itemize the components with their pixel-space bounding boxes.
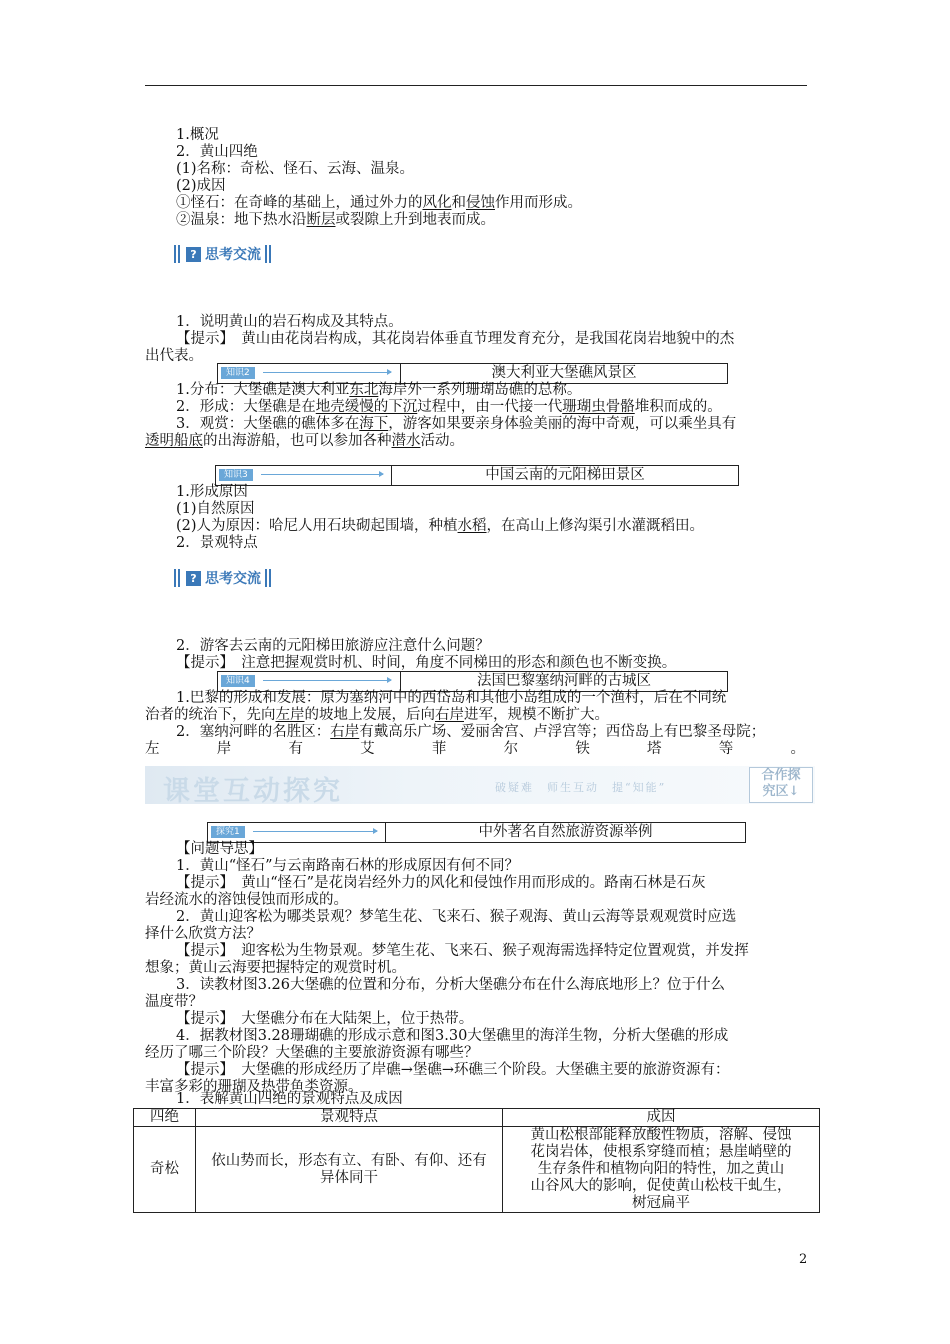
think-exchange-header: ? 思考交流 bbox=[174, 244, 273, 264]
explore-q1: 1．黄山“怪石”与云南路南石林的形成原因有何不同？ bbox=[176, 858, 520, 874]
explore-q3-line-2: 温度带？ bbox=[145, 994, 203, 1010]
table-header-row bbox=[134, 1109, 820, 1127]
explore-a4-line-1: 【提示】 大堡礁的形成经历了岸礁→堡礁→环礁三个阶段。大堡礁主要的旅游资源有： bbox=[176, 1062, 730, 1078]
paris-line-1: 1.巴黎的形成和发展：原为塞纳河中的西岱岛和其他小岛组成的一个渔村，后在不同统 bbox=[176, 690, 727, 706]
think-exchange-header: ? 思考交流 bbox=[174, 568, 273, 588]
header-cell: 四绝 bbox=[134, 1109, 196, 1127]
page-number: 2 bbox=[799, 1252, 808, 1267]
explore-a3: 【提示】 大堡礁分布在大陆架上，位于热带。 bbox=[176, 1011, 474, 1027]
hint-1-line-2: 出代表。 bbox=[145, 348, 203, 364]
explore-a2-line-1: 【提示】 迎客松为生物景观。梦笔生花、飞来石、猴子观海需选择特定位置观赏，并发挥 bbox=[176, 943, 749, 959]
reef-formation: 2．形成：大堡礁是在地壳缓慢的下沉过程中，由一代接一代珊瑚虫骨骼堆积而成的。 bbox=[176, 399, 722, 415]
cause-heading: (2)成因 bbox=[176, 178, 226, 194]
table-title: 1．表解黄山四绝的景观特点及成因 bbox=[176, 1091, 403, 1107]
header-cell: 成因 bbox=[503, 1109, 820, 1127]
terrace-human-cause: (2)人为原因：哈尼人用石块砌起围墙，种植水稻，在高山上修沟渠引水灌溉稻田。 bbox=[176, 518, 705, 534]
knowledge-tag: 知识4 bbox=[221, 675, 255, 687]
hint-1-line-1: 【提示】 黄山由花岗岩构成，其花岗岩体垂直节理发育充分，是我国花岗岩地貌中的杰 bbox=[176, 331, 735, 347]
header-cell: 景观特点 bbox=[196, 1109, 503, 1127]
table-row bbox=[134, 1127, 820, 1213]
classroom-explore-banner bbox=[145, 766, 815, 807]
knowledge-4-header bbox=[217, 671, 728, 692]
terrace-cause-heading: 1.形成原因 bbox=[176, 484, 248, 500]
question-icon: ? bbox=[186, 247, 201, 262]
row-cause-cell: 黄山松根部能释放酸性物质，溶解、侵蚀 花岗岩体，使根系穿缝而植；悬崖峭壁的 生存条件和植物向阳的特性，加之黄山 山谷风大的影响，促使黄山松枝干虬生， 树冠扁平 bbox=[503, 1127, 820, 1213]
banner-subtitle: 破疑难 师生互动 提“知能” bbox=[495, 781, 667, 794]
paris-line-4: 左 岸 有 艾 菲 尔 铁 塔 等 。 bbox=[145, 741, 805, 757]
reef-distribution: 1.分布：大堡礁是澳大利亚东北海岸外一系列珊瑚岛礁的总称。 bbox=[176, 382, 582, 398]
row-name-cell: 奇松 bbox=[134, 1127, 196, 1213]
row-feature-cell: 依山势而长，形态有立、有卧、有仰、还有 异体同干 bbox=[196, 1127, 503, 1213]
paris-line-3: 2．塞纳河畔的名胜区：右岸有戴高乐广场、爱丽舍宫、卢浮宫等；西岱岛上有巴黎圣母院； bbox=[176, 724, 766, 740]
explore-tag: 探究1 bbox=[211, 826, 245, 838]
terrace-features-heading: 2．景观特点 bbox=[176, 535, 258, 551]
explore-q4-line-1: 4．据教材图3.28珊瑚礁的形成示意和图3.30大堡礁里的海洋生物，分析大堡礁的形成 bbox=[176, 1028, 729, 1044]
spring-cause-line: ②温泉：地下热水沿断层或裂隙上升到地表而成。 bbox=[176, 212, 495, 228]
rock-cause-line: ①怪石：在奇峰的基础上，通过外力的风化和侵蚀作用而形成。 bbox=[176, 195, 582, 211]
knowledge-tag: 知识2 bbox=[221, 367, 255, 379]
question-1: 1．说明黄山的岩石构成及其特点。 bbox=[176, 314, 403, 330]
knowledge-2-header bbox=[217, 363, 728, 384]
outline-item-2: 2．黄山四绝 bbox=[176, 144, 258, 160]
explore-q2-line-2: 择什么欣赏方法？ bbox=[145, 926, 261, 942]
explore-q4-line-2: 经历了哪三个阶段？大堡礁的主要旅游资源有哪些？ bbox=[145, 1045, 479, 1061]
explore-q2-line-1: 2．黄山迎客松为哪类景观？梦笔生花、飞来石、猴子观海、黄山云海等景观观赏时应选 bbox=[176, 909, 737, 925]
cooperative-explore-button[interactable]: 合作探 究区↓ bbox=[749, 767, 813, 803]
question-2: 2．游客去云南的元阳梯田旅游应注意什么问题？ bbox=[176, 638, 490, 654]
header-rule bbox=[145, 85, 807, 86]
explore-a4-line-2: 丰富多彩的珊瑚及热带鱼类资源。 bbox=[145, 1079, 363, 1095]
explore-a1-line-2: 岩经流水的溶蚀侵蚀而形成的。 bbox=[145, 892, 348, 908]
reef-viewing-line-1: 3．观赏：大堡礁的礁体多在海下，游客如果要亲身体验美丽的海中奇观，可以乘坐具有 bbox=[176, 416, 737, 432]
terrace-natural-cause: (1)自然原因 bbox=[176, 501, 255, 517]
explore-1-title: 中外著名自然旅游资源举例 bbox=[478, 824, 653, 840]
names-line: (1)名称：奇松、怪石、云海、温泉。 bbox=[176, 161, 415, 177]
knowledge-2-title: 澳大利亚大堡礁风景区 bbox=[491, 365, 637, 381]
knowledge-3-title: 中国云南的元阳梯田景区 bbox=[485, 467, 645, 483]
question-icon: ? bbox=[186, 571, 201, 586]
reef-viewing-line-2: 透明船底的出海游船，也可以参加各种潜水活动。 bbox=[145, 433, 464, 449]
huangshan-four-wonders-table bbox=[133, 1108, 820, 1213]
question-guide-heading: 【问题导思】 bbox=[176, 841, 263, 857]
banner-title: 课堂互动探究 bbox=[163, 776, 343, 807]
explore-a1-line-1: 【提示】 黄山“怪石”是花岗岩经外力的风化和侵蚀作用而形成的。路南石林是石灰 bbox=[176, 875, 706, 891]
knowledge-tag: 知识3 bbox=[219, 469, 253, 481]
knowledge-3-header bbox=[215, 465, 739, 486]
explore-a2-line-2: 想象；黄山云海要把握特定的观赏时机。 bbox=[145, 960, 406, 976]
explore-q3-line-1: 3．读教材图3.26大堡礁的位置和分布，分析大堡礁分布在什么海底地形上？位于什么 bbox=[176, 977, 726, 993]
outline-item-1: 1.概况 bbox=[176, 127, 219, 143]
hint-2: 【提示】 注意把握观赏时机、时间，角度不同梯田的形态和颜色也不断变换。 bbox=[176, 655, 677, 671]
knowledge-4-title: 法国巴黎塞纳河畔的古城区 bbox=[477, 673, 651, 689]
explore-1-header bbox=[207, 822, 746, 843]
paris-line-2: 治者的统治下，先向左岸的坡地上发展，后向右岸进军，规模不断扩大。 bbox=[145, 707, 609, 723]
